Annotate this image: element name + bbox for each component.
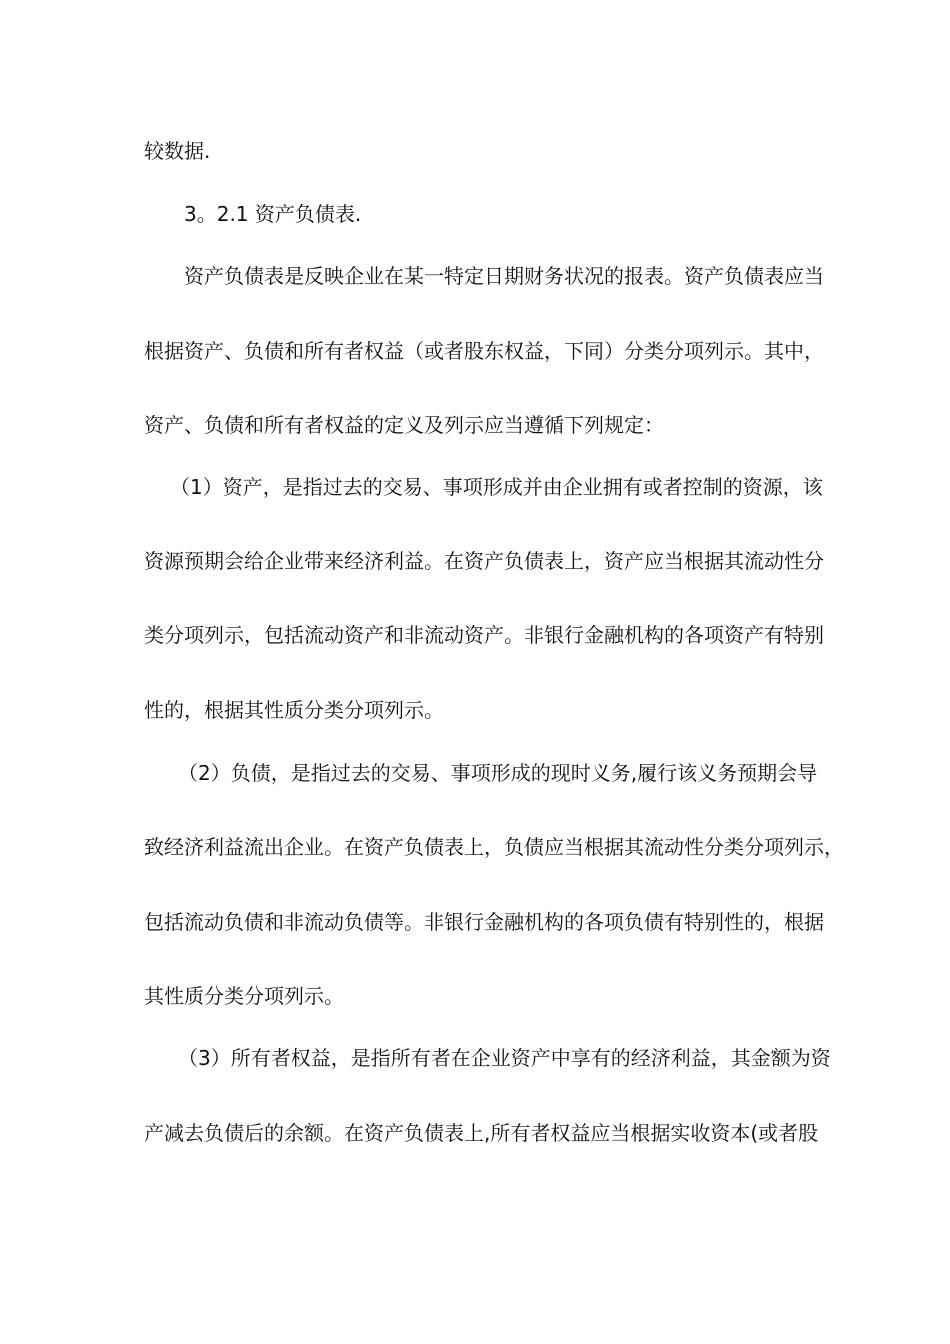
text-line-9: 性的，根据其性质分类分项列示。 [144, 698, 444, 722]
text-line-11: 致经济利益流出企业。在资产负债表上，负债应当根据其流动性分类分项列示， [144, 835, 844, 859]
text-line-14: （3）所有者权益，是指所有者在企业资产中享有的经济利益，其金额为资 [178, 1046, 831, 1070]
section-heading: 3。2.1 资产负债表. [184, 202, 362, 226]
text-line-1: 较数据. [144, 139, 211, 163]
text-line-7: 资源预期会给企业带来经济利益。在资产负债表上，资产应当根据其流动性分 [144, 549, 824, 573]
text-line-13: 其性质分类分项列示。 [144, 984, 344, 1008]
text-line-10: （2）负债，是指过去的交易、事项形成的现时义务,履行该义务预期会导 [178, 761, 818, 785]
text-line-3: 资产负债表是反映企业在某一特定日期财务状况的报表。资产负债表应当 [184, 264, 824, 288]
text-line-12: 包括流动负债和非流动负债等。非银行金融机构的各项负债有特别性的，根据 [144, 910, 824, 934]
text-line-8: 类分项列示，包括流动资产和非流动资产。非银行金融机构的各项资产有特别 [144, 623, 824, 647]
text-line-6: （1）资产，是指过去的交易、事项形成并由企业拥有或者控制的资源，该 [170, 475, 823, 499]
text-line-5: 资产、负债和所有者权益的定义及列示应当遵循下列规定： [144, 413, 664, 437]
text-line-15: 产减去负债后的余额。在资产负债表上,所有者权益应当根据实收资本(或者股 [144, 1121, 819, 1145]
text-line-4: 根据资产、负债和所有者权益（或者股东权益，下同）分类分项列示。其中， [144, 339, 824, 363]
